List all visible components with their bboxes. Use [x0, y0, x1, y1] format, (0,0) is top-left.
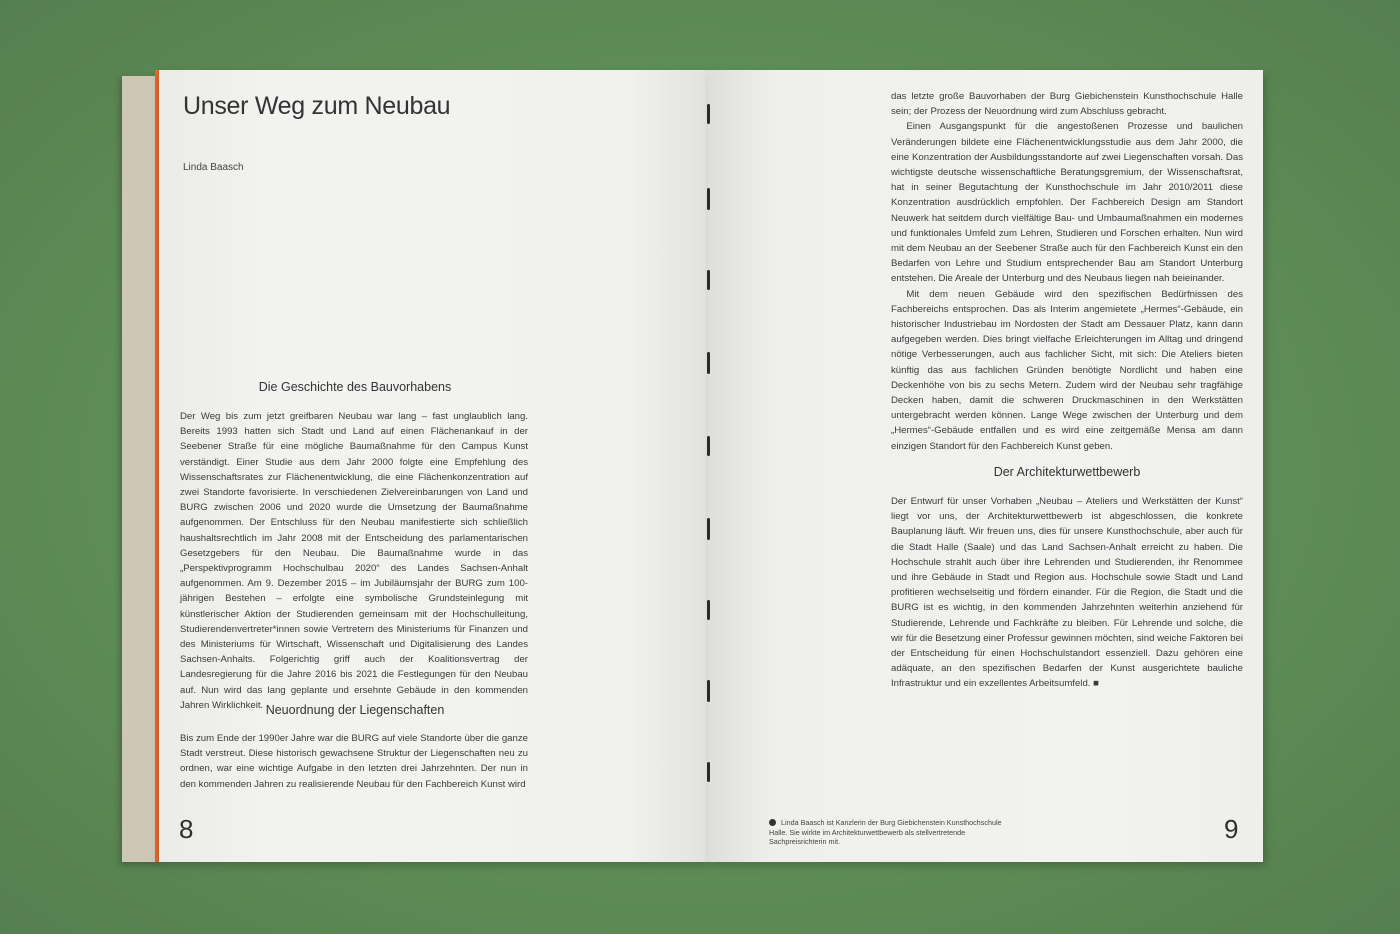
page-number-left: 8 — [179, 814, 194, 844]
section-heading-history: Die Geschichte des Bauvorhabens — [258, 380, 452, 394]
paragraph: Der Entwurf für unser Vorhaben „Neubau – Ateliers und Werkstätten der Kunst“ liegt vor uns, der Architekturwettbewerb ist abgeschlossen, die konkrete Bauplanung läuft. Wir freuen uns, dies für unsere Kunsthochschule, aber auch für die Stadt Halle (Saale) und das Land Sachsen-Anhalt erreicht zu haben. Die Hochschule strahlt auch über ihre Lehrenden und Studierenden, ihr Renommee und ihre Gebäude in Stadt und Region aus. Hochschule sowie Stadt und Land profitieren wechselseitig und fördern einander. Für die Region, die Stadt und die BURG ist es wichtig, in den kommenden Jahrzehnten weiterhin anziehend für Studierende, Lehrende und Fachkräfte zu bleiben. Für Lehrende und solche, die wir für die Besetzung einer Professur gewinnen möchten, sind weiche Faktoren bei der Entscheidung für einen Hochschulstandort essenziell. Dazu gehören eine adäquate, an den spezifischen Bedarfen der Kunst ausgerichtete bauliche Infrastruktur und ein exzellentes Arbeitsumfeld. ■ — [891, 496, 1243, 690]
page-number-right: 9 — [1224, 814, 1239, 844]
binding-stitch — [707, 104, 710, 124]
binding-stitch — [707, 518, 710, 540]
binding-stitch — [707, 352, 710, 374]
article-author: Linda Baasch — [183, 162, 244, 173]
section-body-competition — [891, 494, 1243, 692]
binding-stitch — [707, 600, 710, 620]
paragraph: Einen Ausgangspunkt für die angestoßenen Prozesse und baulichen Veränderungen bildete eine Flächenentwicklungsstudie aus dem Jahr 2000, die eine Konzentration der Ausbildungsstandorte auf zwei Liegenschaften vorsah. Das wichtigste deutsche wissenschaftliche Beratungsgremium, der Wissenschaftsrat, hat in seiner Begutachtung der Kunsthochschule im Jahr 2010/2011 diese Konzentration ausdrücklich empfohlen. Der Fachbereich Design am Standort Neuwerk hat seitdem durch vielfältige Bau- und Umbaumaßnahmen ein modernes und funktionales Umfeld zum Lehren, Studieren und Forschen erhalten. Nun wird mit dem Neubau an der Seebener Straße auch für den Fachbereich Kunst ein den Bedarfen von Lehre und Studium entsprechender Bau am Standort Unterburg entstehen. Die Areale der Unterburg und des Neubaus liegen nah beieinander. — [891, 121, 1243, 285]
paragraph: Bis zum Ende der 1990er Jahre war die BURG auf viele Standorte über die ganze Stadt verstreut. Diese historisch gewachsene Struktur der Liegenschaften neu zu ordnen, war eine wichtige Aufgabe in den letzten drei Jahrzehnten. Der nun in den kommenden Jahren zu realisierende Neubau für den Fachbereich Kunst wird — [180, 733, 528, 790]
binding-stitch — [707, 188, 710, 210]
article-title: Unser Weg zum Neubau — [183, 92, 451, 120]
binding-stitch — [707, 680, 710, 702]
binding-stitch — [707, 436, 710, 456]
paragraph: das letzte große Bauvorhaben der Burg Giebichenstein Kunsthochschule Halle sein; der Prozess der Neuordnung wird zum Abschluss gebracht. — [891, 91, 1243, 118]
section-heading-properties: Neuordnung der Liegenschaften — [265, 703, 445, 717]
footnote-text: Linda Baasch ist Kanzlerin der Burg Giebichenstein Kunsthochschule Halle. Sie wirkte im Architekturwettbewerb als stellvertretende Sachpreisrichterin mit. — [769, 818, 1002, 847]
section-heading-competition: Der Architekturwettbewerb — [993, 465, 1141, 479]
binding-stitch — [707, 270, 710, 290]
paragraph: Mit dem neuen Gebäude wird den spezifischen Bedürfnissen des Fachbereichs entsprochen. Das als Interim angemietete „Hermes“-Gebäude, ein historischer Industriebau im Nordosten der Stadt am Dessauer Platz, kann dann aufgegeben werden. Dies bringt vielfache Erleichterungen im Alltag und dringend nötige Verbesserungen, auch aus fachlicher Sicht, mit sich: Die Ateliers bieten künftig das aus fachlichen Gründen benötigte Nordlicht und haben eine Deckenhöhe von bis zu sechs Metern. Zudem wird der Neubau sehr tragfähige Decken haben, damit die schweren Druckmaschinen in den Werkstätten untergebracht werden können. Lange Wege zwischen der Unterburg und dem „Hermes“-Gebäude entfallen und es wird eine zeitgemäße Mensa am dann einzigen Standort für den Fachbereich Kunst geben. — [891, 288, 1243, 452]
paragraph: Der Weg bis zum jetzt greifbaren Neubau war lang – fast unglaublich lang. Bereits 1993 hatten sich Stadt und Land auf einen Flächenankauf in der Seebener Straße für eine mögliche Baumaßnahme für den Campus Kunst verständigt. Einer Studie aus dem Jahr 2000 folgte eine Empfehlung des Wissenschaftsrates zur Flächenentwicklung, die eine Flächenkonzentration auf zwei Standorte favorisierte. In verschiedenen Zielvereinbarungen von Land und BURG zwischen 2006 und 2020 wurde die Umsetzung der Baumaßnahme aufgenommen. Der Entschluss für den Neubau manifestierte sich schließlich haushaltsrechtlich im Jahr 2008 mit der Entscheidung des parlamentarischen Gesetzgebers für den Neubau. Die Baumaßnahme wurde in das „Perspektivprogramm Hochschulbau 2020“ des Landes Sachsen-Anhalt aufgenommen. Am 9. Dezember 2015 – im Jubiläumsjahr der BURG zum 100-jährigen Bestehen – erfolgte eine symbolische Grundsteinlegung mit künstlerischer Aktion der Studierenden gemeinsam mit der Hochschulleitung, Studierendenvertreter*innen sowie Vertretern des Ministeriums für Finanzen und des Ministeriums für Wirtschaft, Wissenschaft und Digitalisierung des Landes Sachsen-Anhalts. Folgerichtig griff auch der Koalitionsvertrag der Landesregierung für die Jahre 2016 bis 2021 die Festlegungen für den Neubau auf. Nun wird das lang geplante und ersehnte Gebäude in den kommenden Jahren Wirklichkeit. — [180, 411, 528, 711]
section-body-history — [180, 409, 528, 713]
binding-stitch — [707, 762, 710, 782]
author-footnote — [769, 818, 1009, 847]
right-page-text — [891, 89, 1243, 454]
section-body-properties — [180, 731, 528, 792]
bullet-icon — [769, 819, 776, 826]
